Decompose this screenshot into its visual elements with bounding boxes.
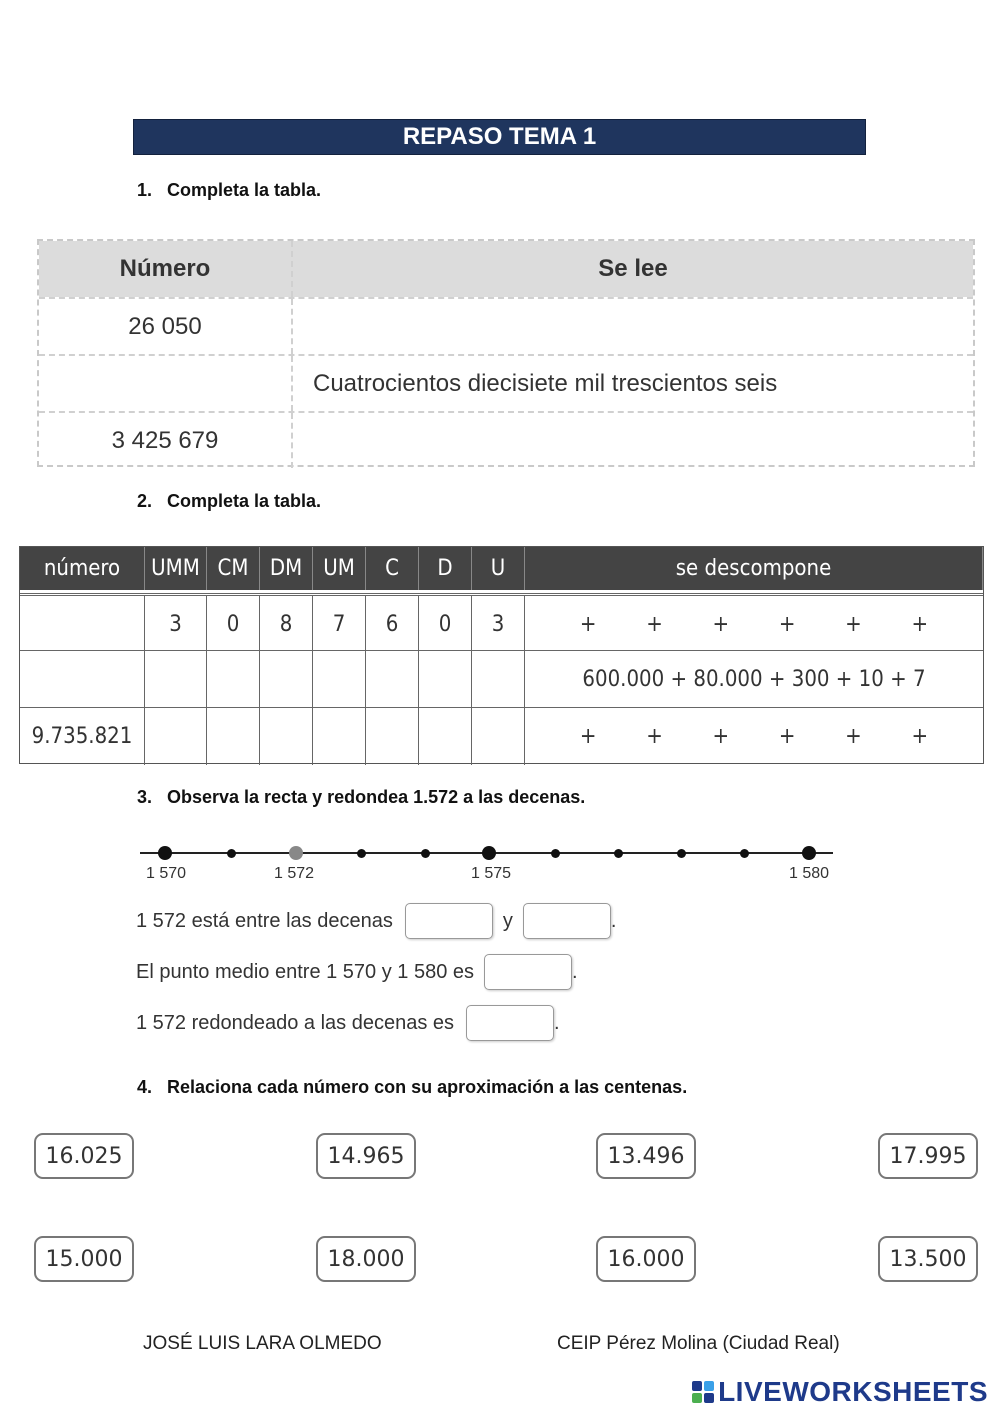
match-number-item[interactable]: 16.025 <box>34 1133 134 1179</box>
number-line-label: 1 570 <box>146 865 187 882</box>
answer-box-rounded[interactable] <box>466 1005 554 1041</box>
sentence-text: 1 572 está entre las decenas <box>136 909 393 932</box>
plus-sign: + <box>712 724 730 749</box>
question-1 <box>137 180 321 201</box>
number-line-tick <box>421 849 430 858</box>
header-se-lee: Se lee <box>598 255 668 282</box>
number-line-tick <box>551 849 560 858</box>
question-1-text: Completa la tabla. <box>167 180 322 200</box>
cell-number-input[interactable] <box>20 651 145 708</box>
header-umm: UMM <box>145 547 207 590</box>
header-cm: CM <box>207 547 260 590</box>
number-line-tick-1570 <box>158 846 172 860</box>
answer-box-lower-ten[interactable] <box>405 903 493 939</box>
plus-sign: + <box>579 612 597 637</box>
plus-sign: + <box>778 724 796 749</box>
question-4-text: Relaciona cada número con su aproximación a las centenas. <box>167 1077 688 1097</box>
match-number-item[interactable]: 17.995 <box>878 1133 978 1179</box>
number-line-tick <box>740 849 749 858</box>
cell-number-input[interactable] <box>39 356 293 411</box>
reading-table-header <box>39 241 973 297</box>
header-numero: número <box>20 547 145 590</box>
cell-decomposition: 600.000 + 80.000 + 300 + 10 + 7 <box>582 667 926 692</box>
cell-number-input[interactable] <box>20 596 145 653</box>
cell-digit-input[interactable] <box>419 651 472 708</box>
match-approximation-item[interactable]: 18.000 <box>316 1236 416 1282</box>
plus-sign: + <box>712 612 730 637</box>
question-2 <box>137 491 321 512</box>
sentence-rounded <box>136 1005 560 1041</box>
number-line-label: 1 572 <box>274 865 315 882</box>
plus-sign: + <box>778 612 796 637</box>
number-line-tick <box>227 849 236 858</box>
number-line-label: 1 575 <box>471 865 512 882</box>
plus-sign: + <box>845 724 862 749</box>
header-numero: Número <box>39 241 293 297</box>
period: . <box>572 960 578 983</box>
place-value-table <box>19 546 984 764</box>
liveworksheets-icon <box>692 1381 714 1403</box>
cell-reading: Cuatrocientos diecisiete mil trescientos seis <box>313 369 778 397</box>
cell-digit: 6 <box>366 596 419 653</box>
table-row <box>20 593 983 653</box>
cell-digit-input[interactable] <box>313 651 366 708</box>
cell-digit-input[interactable] <box>313 708 366 765</box>
number-line-tick-1580 <box>802 846 816 860</box>
plus-sign: + <box>646 612 663 637</box>
answer-box-upper-ten[interactable] <box>523 903 611 939</box>
cell-number: 26 050 <box>39 299 293 354</box>
cell-decomposition-input[interactable] <box>525 708 983 765</box>
cell-digit-input[interactable] <box>366 708 419 765</box>
cell-number: 9.735.821 <box>20 708 145 765</box>
page-title: REPASO TEMA 1 <box>133 119 866 155</box>
question-4-number: 4. <box>137 1077 153 1097</box>
header-d: D <box>419 547 472 590</box>
question-2-number: 2. <box>137 491 153 511</box>
period: . <box>554 1011 560 1034</box>
cell-reading-input[interactable] <box>293 299 973 354</box>
sentence-between-tens <box>136 903 616 939</box>
cell-digit-input[interactable] <box>472 708 525 765</box>
number-line-tick-1575 <box>482 846 496 860</box>
plus-sign: + <box>845 612 862 637</box>
table-row <box>39 297 973 354</box>
reading-table <box>37 239 975 467</box>
cell-digit-input[interactable] <box>207 651 260 708</box>
header-c: C <box>366 547 419 590</box>
cell-digit-input[interactable] <box>472 651 525 708</box>
header-se-descompone: se descompone <box>525 547 983 590</box>
cell-digit-input[interactable] <box>260 708 313 765</box>
match-number-item[interactable]: 14.965 <box>316 1133 416 1179</box>
match-approximation-item[interactable]: 13.500 <box>878 1236 978 1282</box>
cell-decomposition-input[interactable] <box>525 596 983 653</box>
cell-digit-input[interactable] <box>145 708 207 765</box>
cell-digit: 0 <box>419 596 472 653</box>
cell-digit: 3 <box>145 596 207 653</box>
header-dm: DM <box>260 547 313 590</box>
question-1-number: 1. <box>137 180 153 200</box>
plus-sign: + <box>911 612 929 637</box>
cell-reading-input[interactable] <box>293 413 973 468</box>
match-approximation-item[interactable]: 15.000 <box>34 1236 134 1282</box>
table-row <box>20 650 983 708</box>
question-3-text: Observa la recta y redondea 1.572 a las decenas. <box>167 787 586 807</box>
question-2-text: Completa la tabla. <box>167 491 322 511</box>
plus-sign: + <box>579 724 597 749</box>
table-row <box>20 707 983 765</box>
cell-digit: 3 <box>472 596 525 653</box>
cell-digit-input[interactable] <box>207 708 260 765</box>
conjunction-text: y <box>502 909 513 932</box>
header-um: UM <box>313 547 366 590</box>
match-approximation-item[interactable]: 16.000 <box>596 1236 696 1282</box>
cell-digit-input[interactable] <box>260 651 313 708</box>
cell-digit: 7 <box>313 596 366 653</box>
match-number-item[interactable]: 13.496 <box>596 1133 696 1179</box>
period: . <box>610 909 617 932</box>
sentence-text: 1 572 redondeado a las decenas es <box>136 1011 455 1034</box>
question-3 <box>137 787 585 808</box>
question-4 <box>137 1077 687 1098</box>
header-u: U <box>472 547 525 590</box>
number-line-tick <box>614 849 623 858</box>
cell-digit-input[interactable] <box>145 651 207 708</box>
cell-digit-input[interactable] <box>419 708 472 765</box>
number-line-point-1572 <box>289 846 303 860</box>
cell-digit: 8 <box>260 596 313 653</box>
footer-school: CEIP Pérez Molina (Ciudad Real) <box>557 1333 840 1354</box>
cell-digit: 0 <box>207 596 260 653</box>
table-row <box>39 411 973 468</box>
number-line-tick <box>677 849 686 858</box>
plus-sign: + <box>911 724 929 749</box>
place-value-header <box>20 547 983 590</box>
cell-digit-input[interactable] <box>366 651 419 708</box>
cell-number: 3 425 679 <box>39 413 293 468</box>
question-3-number: 3. <box>137 787 153 807</box>
table-row <box>39 354 973 411</box>
liveworksheets-logo <box>692 1376 988 1408</box>
sentence-text: El punto medio entre 1 570 y 1 580 es <box>136 960 475 983</box>
number-line-tick <box>357 849 366 858</box>
footer-author: JOSÉ LUIS LARA OLMEDO <box>143 1333 382 1354</box>
brand-text: LIVEWORKSHEETS <box>718 1376 988 1407</box>
answer-box-midpoint[interactable] <box>484 954 572 990</box>
sentence-midpoint <box>136 954 578 990</box>
number-line-label: 1 580 <box>789 865 830 882</box>
plus-sign: + <box>646 724 663 749</box>
